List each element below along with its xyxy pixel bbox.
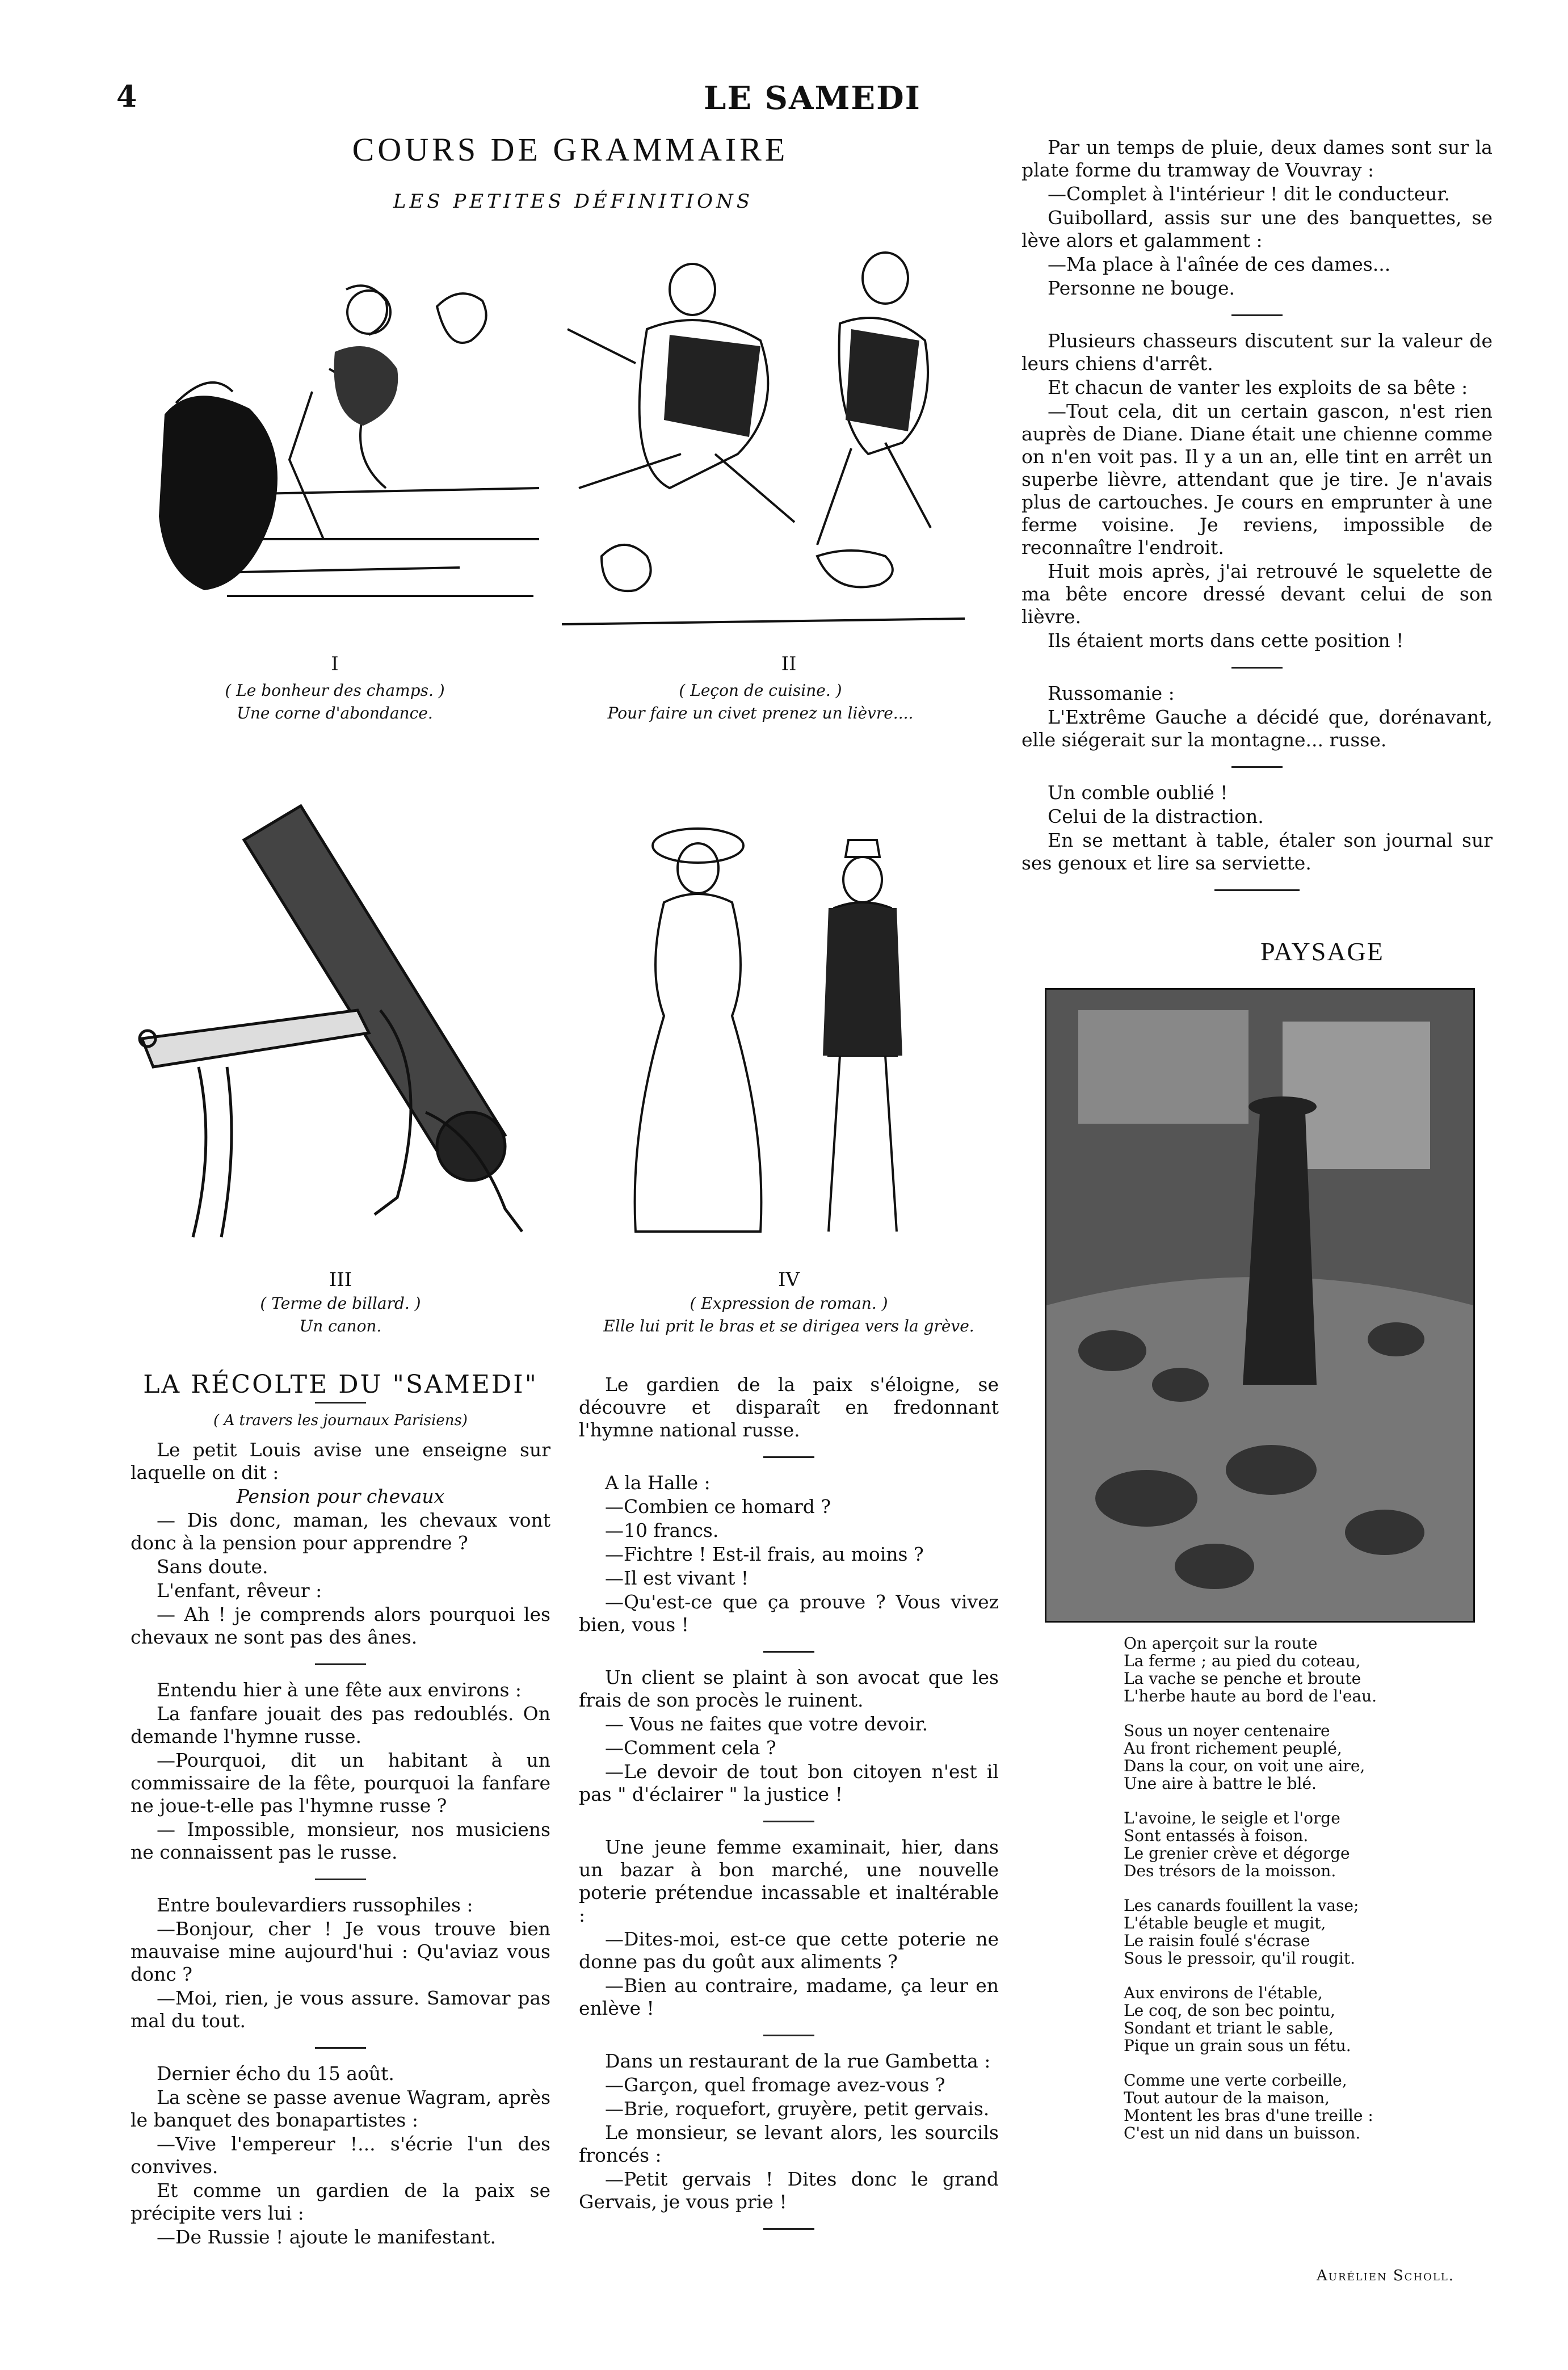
poem-line: Le coq, de son bec pointu, (1124, 2001, 1335, 2020)
article-text: Le gardien de la paix s'éloigne, se découvre et disparaît en fredonnant l'hymne national russe. (579, 1373, 999, 1441)
poem-line: Tout autour de la maison, (1124, 2089, 1330, 2107)
article-text: —Fichtre ! Est-il frais, au moins ? (605, 1543, 924, 1565)
recolte-column-2 (579, 1373, 999, 2243)
anecdote-text: Plusieurs chasseurs discutent sur la valeur de leurs chiens d'arrêt. (1021, 330, 1493, 375)
poem-line: Le raisin foulé s'écrase (1124, 1931, 1310, 1950)
recolte-title: LA RÉCOLTE DU "SAMEDI" (143, 1370, 538, 1399)
article-text: —10 francs. (605, 1519, 719, 1541)
article-text: Le monsieur, se levant alors, les sourcils froncés : (579, 2121, 999, 2166)
panel-1-caption: ( Le bonheur des champs. ) (225, 681, 445, 700)
article-text: —Le devoir de tout bon citoyen n'est il pas " d'éclairer " la justice ! (579, 1760, 999, 1805)
poem-line: Au front richement peuplé, (1124, 1739, 1342, 1758)
illustration-paysage (1044, 987, 1475, 1623)
poem-line: Dans la cour, on voit une aire, (1124, 1757, 1365, 1775)
anecdote-text: Et chacun de vanter les exploits de sa bête : (1048, 376, 1468, 398)
poem-line: La ferme ; au pied du coteau, (1124, 1652, 1361, 1670)
separator-rule (763, 2228, 814, 2230)
poem-stanza (1124, 1722, 1487, 1792)
poem-line: Des trésors de la moisson. (1124, 1861, 1336, 1880)
poem-line: Sous le pressoir, qu'il rougit. (1124, 1949, 1356, 1968)
separator-rule (1214, 889, 1300, 891)
anecdote-text: Huit mois après, j'ai retrouvé le squelette de ma bête encore dressé devant celui de son lièvre. (1021, 560, 1493, 628)
article-text: —Dites-moi, est-ce que cette poterie ne donne pas du goût aux aliments ? (579, 1928, 999, 1973)
illustration-panel-4 (613, 766, 953, 1254)
poem-line: C'est un nid dans un buisson. (1124, 2124, 1361, 2142)
anecdote-text: Celui de la distraction. (1048, 805, 1264, 827)
poem-line: Comme une verte corbeille, (1124, 2071, 1347, 2090)
panel-3-number: III (329, 1268, 352, 1291)
article-text: — Impossible, monsieur, nos musiciens ne connaissent pas le russe. (131, 1818, 550, 1863)
separator-rule (315, 1663, 366, 1665)
page-number: 4 (116, 79, 137, 114)
poem-line: L'avoine, le seigle et l'orge (1124, 1809, 1340, 1827)
poem-stanza (1124, 1897, 1487, 1967)
separator-rule (1231, 667, 1283, 669)
recolte-column-1 (131, 1370, 550, 2250)
article-text: La scène se passe avenue Wagram, après le banquet des bonapartistes : (131, 2086, 550, 2131)
article-text: Le petit Louis avise une enseigne sur laquelle on dit : (131, 1439, 550, 1484)
poem-line: Aux environs de l'étable, (1124, 1984, 1323, 2002)
article-text: —Comment cela ? (605, 1737, 776, 1759)
poem-stanza (1124, 1809, 1487, 1880)
anecdote-text: Par un temps de pluie, deux dames sont sur la plate forme du tramway de Vouvray : (1021, 136, 1493, 181)
poem-line: Une aire à battre le blé. (1124, 1774, 1317, 1793)
article-text: — Vous ne faites que votre devoir. (605, 1713, 928, 1735)
article-text: —Pourquoi, dit un habitant à un commissaire de la fête, pourquoi la fanfare ne joue-t-elle pas l'hymne russe ? (131, 1749, 550, 1817)
poem-stanza (1124, 1634, 1487, 1705)
article-text: — Ah ! je comprends alors pourquoi les chevaux ne sont pas des ânes. (131, 1603, 550, 1648)
article-text: Sans doute. (157, 1556, 268, 1578)
separator-rule (763, 1651, 814, 1653)
panel-4-caption: ( Expression de roman. ) (690, 1294, 888, 1313)
paysage-poem (1124, 1634, 1487, 2159)
panel-1-number: I (331, 653, 339, 675)
article-text: —Garçon, quel fromage avez-vous ? (605, 2074, 945, 2096)
article-text: Entre boulevardiers russophiles : (157, 1894, 473, 1916)
poem-line: Sondant et triant le sable, (1124, 2019, 1334, 2037)
poem-line: Sont entassés à foison. (1124, 1826, 1309, 1845)
panel-1-caption-2: Une corne d'abondance. (237, 704, 433, 722)
poem-line: L'étable beugle et mugit, (1124, 1914, 1326, 1932)
anecdote-text: —Ma place à l'aînée de ces dames... (1048, 253, 1391, 275)
separator-rule (763, 1456, 814, 1458)
panel-2-caption-2: Pour faire un civet prenez un lièvre.... (607, 704, 914, 722)
poem-author: Aurélien Scholl. (1317, 2267, 1455, 2284)
article-text: —Bonjour, cher ! Je vous trouve bien mauvaise mine aujourd'hui : Qu'aviaz vous donc ? (131, 1918, 550, 1985)
poem-line: Montent les bras d'une treille : (1124, 2106, 1373, 2125)
article-text: —Vive l'empereur !... s'écrie l'un des convives. (131, 2133, 550, 2178)
poem-line: Pique un grain sous un fétu. (1124, 2036, 1351, 2055)
illustration-panel-3 (131, 772, 545, 1254)
separator-rule (315, 2047, 366, 2049)
article-text: —Petit gervais ! Dites donc le grand Gervais, je vous prie ! (579, 2168, 999, 2213)
poem-line: Sous un noyer centenaire (1124, 1721, 1330, 1740)
article-text: A la Halle : (605, 1472, 711, 1494)
anecdote-text: Guibollard, assis sur une des banquettes, se lève alors et galamment : (1021, 207, 1493, 251)
anecdote-text: Russomanie : (1048, 682, 1175, 704)
article-text: —De Russie ! ajoute le manifestant. (157, 2226, 497, 2248)
separator-rule (315, 1879, 366, 1880)
anecdote-text: —Tout cela, dit un certain gascon, n'est rien auprès de Diane. Diane était une chienne comme on n'en voit pas. Il y a un an, elle tint en arrêt un superbe lièvre, attendant que je tire. Je n'avais plus de cartouches. Je cours en emprunter à une ferme voisine. Je reviens, impossible de reconnaître l'endroit. (1021, 400, 1493, 558)
poem-line: L'herbe haute au bord de l'eau. (1124, 1687, 1377, 1705)
illustration-panel-2 (533, 216, 982, 647)
masthead: LE SAMEDI (704, 79, 921, 117)
illustration-panel-1 (142, 221, 550, 630)
article-text: Dernier écho du 15 août. (157, 2062, 394, 2085)
anecdote-text: —Complet à l'intérieur ! dit le conducteur. (1048, 183, 1451, 205)
article-text: — Dis donc, maman, les chevaux vont donc à la pension pour apprendre ? (131, 1509, 550, 1554)
poem-line: On aperçoit sur la route (1124, 1634, 1318, 1653)
article-text: —Il est vivant ! (605, 1567, 749, 1589)
panel-3-caption-2: Un canon. (299, 1317, 382, 1335)
poem-line: Le grenier crève et dégorge (1124, 1844, 1350, 1863)
separator-rule (1231, 314, 1283, 316)
panel-3-caption: ( Terme de billard. ) (260, 1294, 421, 1313)
article-text: Un client se plaint à son avocat que les frais de son procès le ruinent. (579, 1666, 999, 1711)
recolte-subtitle: ( A travers les journaux Parisiens) (213, 1412, 468, 1429)
article-text: Une jeune femme examinait, hier, dans un bazar à bon marché, une nouvelle poterie prétendue incassable et inaltérable : (579, 1836, 999, 1926)
poem-stanza (1124, 2071, 1487, 2142)
article-text: Pension pour chevaux (236, 1485, 445, 1507)
anecdote-text: Personne ne bouge. (1048, 277, 1235, 299)
grammaire-subtitle: LES PETITES DÉFINITIONS (393, 190, 754, 213)
anecdote-text: En se mettant à table, étaler son journal sur ses genoux et lire sa serviette. (1021, 829, 1493, 874)
grammaire-title: COURS DE GRAMMAIRE (352, 131, 789, 168)
panel-4-caption-2: Elle lui prit le bras et se dirigea vers la grève. (603, 1317, 974, 1335)
article-text: La fanfare jouait des pas redoublés. On demande l'hymne russe. (131, 1703, 550, 1747)
poem-line: La vache se penche et broute (1124, 1669, 1361, 1688)
article-text: —Qu'est-ce que ça prouve ? Vous vivez bien, vous ! (579, 1591, 999, 1636)
article-text: L'enfant, rêveur : (157, 1579, 322, 1602)
article-text: —Moi, rien, je vous assure. Samovar pas mal du tout. (131, 1987, 550, 2032)
anecdote-text: Un comble oublié ! (1048, 781, 1228, 804)
article-text: —Bien au contraire, madame, ça leur en enlève ! (579, 1974, 999, 2019)
paysage-title: PAYSAGE (1260, 937, 1384, 966)
article-text: Et comme un gardien de la paix se précipite vers lui : (131, 2179, 550, 2224)
separator-rule (763, 1821, 814, 1822)
right-column-anecdotes (1021, 136, 1493, 902)
panel-4-number: IV (778, 1268, 800, 1291)
article-text: Dans un restaurant de la rue Gambetta : (605, 2050, 991, 2072)
anecdote-text: Ils étaient morts dans cette position ! (1048, 629, 1404, 652)
panel-2-number: II (781, 653, 797, 675)
separator-rule (315, 1402, 366, 1403)
panel-2-caption: ( Leçon de cuisine. ) (679, 681, 842, 700)
article-text: —Brie, roquefort, gruyère, petit gervais. (605, 2098, 990, 2120)
anecdote-text: L'Extrême Gauche a décidé que, dorénavant, elle siégerait sur la montagne... russe. (1021, 706, 1493, 751)
article-text: —Combien ce homard ? (605, 1495, 831, 1518)
poem-line: Les canards fouillent la vase; (1124, 1896, 1359, 1915)
article-text: Entendu hier à une fête aux environs : (157, 1679, 522, 1701)
separator-rule (1231, 766, 1283, 768)
separator-rule (763, 2035, 814, 2036)
poem-stanza (1124, 1984, 1487, 2054)
